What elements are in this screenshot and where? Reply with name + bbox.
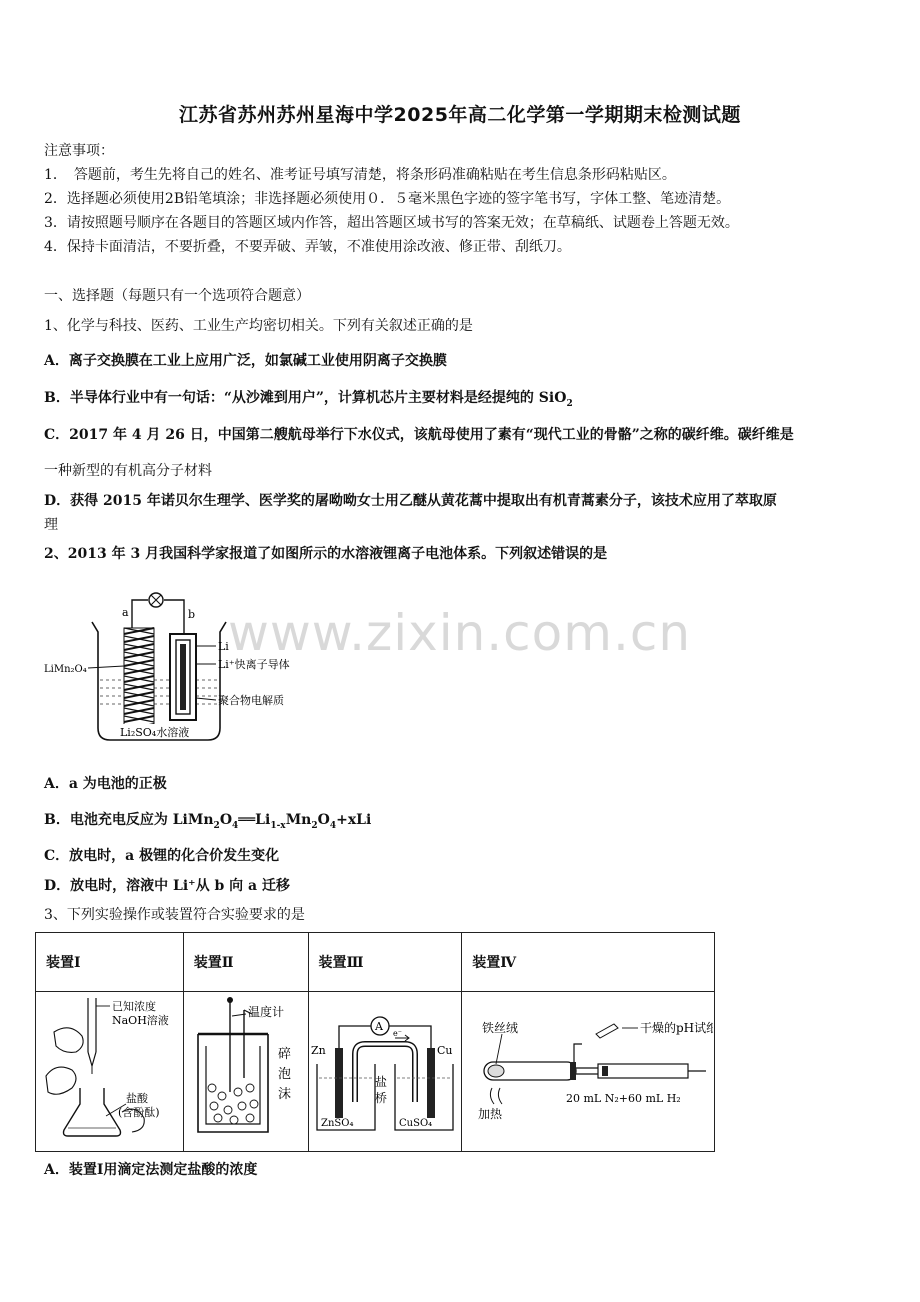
fig2-label-3: 沫 [277,1087,291,1102]
q1-option-c-line2: 一种新型的有机高分子材料 [44,463,212,479]
fig1-label-2: NaOH溶液 [112,1014,169,1027]
header-apparatus-2: 装置Ⅱ [183,933,308,992]
fig3-bridge-1: 盐 [374,1075,387,1089]
header-apparatus-3: 装置Ⅲ [308,933,462,992]
q3-option-a: A．装置Ⅰ用滴定法测定盐酸的浓度 [44,1162,258,1178]
fig1-label-3: 盐酸 [126,1092,148,1105]
fig3-cuso4: CuSO₄ [398,1118,432,1129]
label-li: Li [218,640,229,653]
notice-item-4: 4．保持卡面清洁，不要折叠，不要弄破、弄皱，不准使用涂改液、修正带、刮纸刀。 [44,239,571,255]
cell-apparatus-2 [183,992,308,1152]
q1-option-a: A．离子交换膜在工业上应用广泛，如氯碱工业使用阴离子交换膜 [44,353,447,369]
anode-electrode [170,634,196,720]
q1-option-c-line1: C．2017 年 4 月 26 日，中国第二艘航母举行下水仪式，该航母使用了素有“现代工业的骨骼”之称的碳纤维。碳纤维是 [44,427,794,443]
header-apparatus-1: 装置Ⅰ [36,933,184,992]
q2-option-a: A．a 为电池的正极 [44,776,167,792]
apparatus-table [35,932,715,1152]
label-conductor: Li⁺快离子导体 [218,658,290,671]
fig3-ammeter: A [374,1020,383,1033]
fig4-label-1: 铁丝绒 [482,1021,519,1035]
notice-item-1: 1． 答题前，考生先将自己的姓名、准考证号填写清楚，将条形码准确粘贴在考生信息条形码粘贴区。 [44,167,676,183]
q1-option-b: B．半导体行业中有一句话：“从沙滩到用户”，计算机芯片主要材料是经提纯的 SiO$_2$ [44,390,573,409]
fig3-bridge-2: 桥 [374,1091,387,1105]
galvanic-cell-figure [309,992,461,1147]
label-a: a [122,606,129,619]
label-solution: Li₂SO₄水溶液 [120,726,190,739]
fig2-label-2: 泡 [277,1067,291,1082]
q2-option-c: C．放电时，a 极锂的化合价发生变化 [44,848,280,864]
fig3-cu: Cu [436,1044,453,1057]
q1-option-d-line2: 理 [44,517,58,533]
watermark: www.zixin.com.cn [228,604,692,662]
notice-heading: 注意事项： [44,143,114,159]
fig2-label-thermometer: 温度计 [247,1005,284,1019]
q2-option-b: B．电池充电反应为 $LiMn_2O_4══Li_{1-x}Mn_2O_4+xLi$ [44,812,372,831]
cell-apparatus-3 [308,992,462,1152]
label-cathode: LiMn₂O₄ [44,664,87,675]
q2-option-d: D．放电时，溶液中 Li⁺从 b 向 a 迁移 [44,878,290,894]
fig4-label-2: 干燥的pH试纸 [640,1021,714,1035]
q3-stem: 3、下列实验操作或装置符合实验要求的是 [44,907,305,923]
ammonia-synthesis-figure [462,992,713,1147]
titration-figure [36,992,182,1147]
section-heading: 一、选择题（每题只有一个选项符合题意） [44,288,310,304]
label-b: b [188,608,196,621]
page-title: 江苏省苏州苏州星海中学2025年高二化学第一学期期末检测试题 [179,104,741,126]
notice-item-3: 3．请按照题号顺序在各题目的答题区域内作答，超出答题区域书写的答案无效；在草稿纸、试题卷上答题无效。 [44,215,739,231]
fig3-electron: e⁻ [392,1029,402,1038]
q2-stem: 2、2013 年 3 月我国科学家报道了如图所示的水溶液锂离子电池体系。下列叙述错误的是 [44,546,608,562]
fig3-zn: Zn [310,1044,326,1057]
cell-apparatus-4 [462,992,715,1152]
q1-stem: 1、化学与科技、医药、工业生产均密切相关。下列有关叙述正确的是 [44,318,473,334]
cathode-electrode [124,628,154,730]
fig3-znso4: ZnSO₄ [320,1118,353,1129]
label-electrolyte: 聚合物电解质 [218,694,284,707]
cell-apparatus-1 [36,992,184,1152]
fig1-label-1: 已知浓度 [112,1000,156,1013]
fig4-label-4: 20 mL N₂+60 mL H₂ [566,1092,681,1105]
fig1-label-4: (含酚酞) [118,1106,160,1119]
notice-item-2: 2．选择题必须使用2B铅笔填涂；非选择题必须使用０．５毫米黑色字迹的签字笔书写，字体工整、笔迹清楚。 [44,191,731,207]
q1-option-d-line1: D．获得 2015 年诺贝尔生理学、医学奖的屠呦呦女士用乙醚从黄花蒿中提取出有机青蒿素分子，该技术应用了萃取原 [44,493,777,509]
fig4-label-3: 加热 [478,1107,503,1121]
header-apparatus-4: 装置Ⅳ [462,933,715,992]
fig2-label-1: 碎 [277,1047,291,1062]
calorimeter-figure [184,992,307,1147]
